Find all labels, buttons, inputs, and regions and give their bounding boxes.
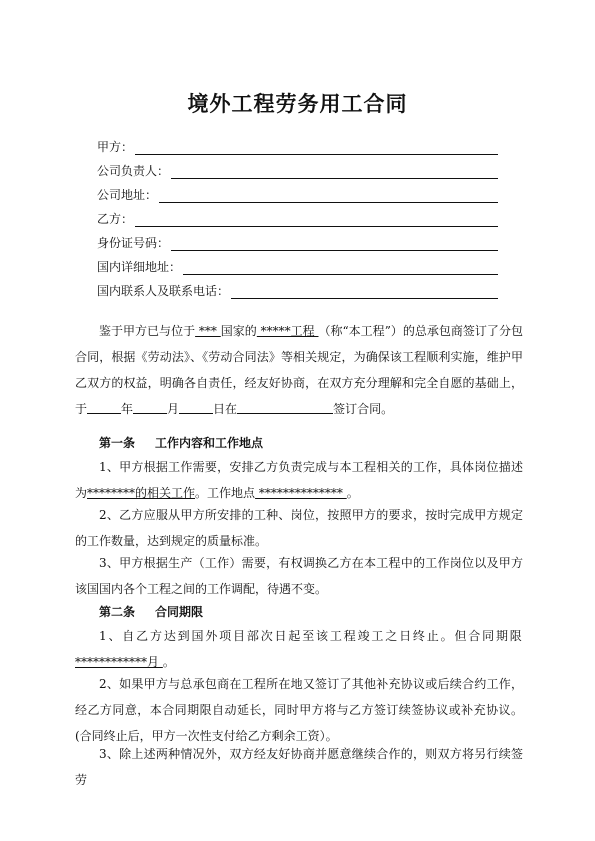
party-b-label: 乙方： [97,212,134,226]
preamble-country-underline: *** [195,324,221,338]
article-1-heading [99,434,263,451]
article-1-clause-3: 3、甲方根据生产（工作）需要，有权调换乙方在本工程中的工作岗位以及甲方该国国内各个工程之间的工作调配，待遇不变。 [75,556,523,596]
contract-term-underline: ************月 [75,655,163,669]
article-1-clause-1 [75,454,523,506]
year-blank [87,400,121,414]
preamble-text-1: 鉴于甲方已与位于 [99,324,196,338]
preamble-project-underline: *****工程 [256,324,319,338]
year-label: 年 [121,402,134,416]
domestic-address-blank-line [183,261,498,275]
preamble-end: 签订合同。 [333,402,394,416]
document-title: 境外工程劳务用工合同 [187,92,408,116]
party-b-field [97,209,498,227]
domestic-contact-blank-line [231,285,498,299]
party-a-field [97,137,498,155]
day-label: 日在 [213,402,238,416]
article-2-clause-3: 3、除上述两种情况外，双方经友好协商并愿意继续合作的，则双方将另行续签劳 [75,747,523,787]
month-blank [133,400,167,414]
domestic-contact-label: 国内联系人及联系电话： [97,284,230,298]
article-2-clause-1 [75,623,523,675]
party-b-blank-line [135,213,498,227]
article-2-clause-2: 2、如果甲方与总承包商在工程所在地又签订了其他补充协议或后续合约工作，经乙方同意，本合同期限自动延长，同时甲方将与乙方签订续签协议或补充协议。(合同终止后，甲方一次性支付给乙方剩余工资）。 [75,677,523,743]
party-a-label: 甲方： [97,140,134,154]
preamble-text-2: 国家的 [220,324,257,338]
job-description-underline: ********的相关工作 [87,486,196,500]
place-blank [237,400,333,414]
domestic-contact-field [97,281,498,299]
article-1-number: 第一条 [99,436,136,450]
company-head-field [97,161,498,179]
domestic-address-label: 国内详细地址： [97,260,182,274]
article-1-clause-2: 2、乙方应服从甲方所安排的工种、岗位，按照甲方的要求，按时完成甲方规定的工作数量，达到规定的质量标准。 [75,508,523,548]
id-number-blank-line [171,237,498,251]
preamble-paragraph [75,318,523,422]
article-2-clause-1-text-a: 1、自乙方达到国外项目部次日起至该工程竣工之日终止。但合同期限 [99,629,523,643]
company-address-label: 公司地址： [97,188,158,202]
article-1-clause-1-text-c: 。 [346,486,359,500]
article-2-heading [99,603,203,620]
article-2-title: 合同期限 [155,605,204,619]
id-number-field [97,233,498,251]
domestic-address-field [97,257,498,275]
article-2-clause-1-text-b: 。 [162,655,177,669]
company-address-blank-line [159,189,498,203]
work-location-underline: ************** [255,486,347,500]
company-head-blank-line [171,165,498,179]
id-number-label: 身份证号码： [97,236,170,250]
preamble-text-3: （称“本工程”）的总承包商签订了分包合同，根据《劳动法》、《劳动合同法》等相关规定，为确保该工程顺利实施，维护甲乙双方的权益，明确各自责任，经友好协商，在双方充分理解和完全自愿的基础上，于 [75,324,523,416]
article-1-title: 工作内容和工作地点 [155,436,264,450]
day-blank [179,400,213,414]
company-address-field [97,185,498,203]
article-1-clause-1-text-a: 1、甲方根据工作需要，安排乙方负责完成与本工程相关的工作，具体岗位描述为 [75,460,523,500]
party-a-blank-line [135,141,498,155]
article-2-number: 第二条 [99,605,136,619]
month-label: 月 [167,402,180,416]
article-1-clause-1-text-b: 。工作地点 [195,486,256,500]
company-head-label: 公司负责人： [97,164,170,178]
